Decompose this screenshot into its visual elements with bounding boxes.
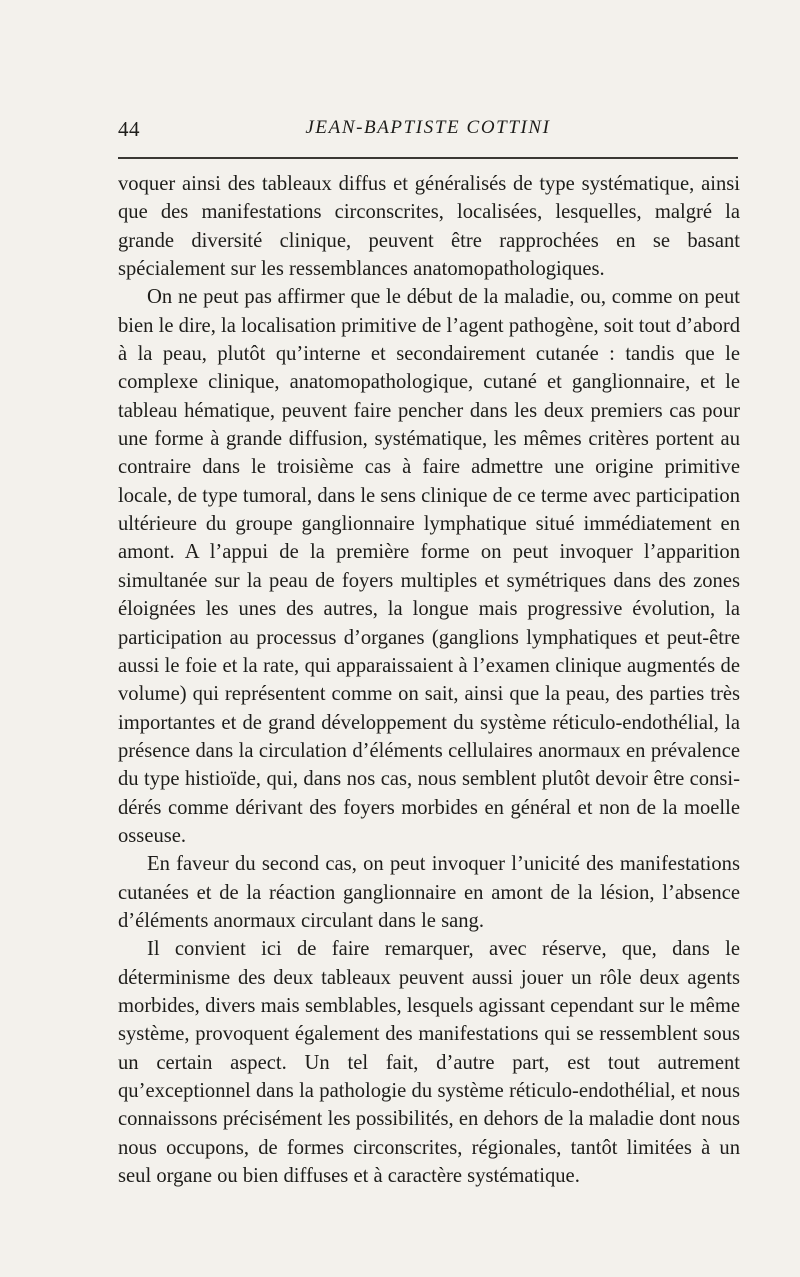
- running-title: JEAN-BAPTISTE COTTINI: [305, 117, 551, 138]
- paragraph: En faveur du second cas, on peut invoquer l’unicité des manifestations cutanées et de la réaction ganglionnaire en amont de la lésion, l’absence d’éléments anormaux circulant dans le sang.: [118, 853, 740, 932]
- paragraph: On ne peut pas affirmer que le début de la maladie, ou, comme on peut bien le dire, la localisation primitive de l’agent pathogène, soit tout d’abord à la peau, plutôt qu’interne et secondairement cutanée : tandis que le complexe clinique, anatomopathologique, cutané et ganglionnaire, et le tableau hématique, peuvent faire pencher dans les deux premiers cas pour une forme à grande diffusion, systématique, les mêmes critères portent au contraire dans le troisième cas à faire admettre une origine primitive locale, de type tumoral, dans le sens clinique de ce terme avec participation ultérieure du groupe ganglionnaire lymphatique situé immédiatement en amont. A l’appui de la première forme on peut invoquer l’apparition simultanée sur la peau de foyers multiples et symétriques dans des zones éloignées les unes des autres, la longue mais progressive évolution, la participation au processus d’organes (ganglions lymphatiques et peut-être aussi le foie et la rate, qui apparaissaient à l’examen clinique augmentés de volume) qui représentent comme on sait, ainsi que la peau, des parties très importantes et de grand développement du système réticulo-endothélial, la présence dans la circulation d’éléments cellulaires anormaux en prévalence du type histioïde, qui, dans nos cas, nous semblent plutôt devoir être considérés comme dérivant des foyers morbides en général et non de la moelle osseuse.: [118, 286, 740, 847]
- running-header: [118, 117, 738, 149]
- paragraph-continuation: voquer ainsi des tableaux diffus et généralisés de type systématique, ainsi que des manifestations circonscrites, localisées, lesquelles, malgré la grande diversité clinique, peuvent être rapprochées en se basant spécialement sur les ressemblances anatomopathologiques.: [118, 173, 740, 281]
- page-number: 44: [118, 117, 140, 141]
- body-text: [118, 170, 740, 1190]
- paragraph: Il convient ici de faire remarquer, avec réserve, que, dans le déterminisme des deux tableaux peuvent aussi jouer un rôle deux agents morbides, divers mais semblables, lesquels agissant cependant sur le même système, provoquent également des manifestations qui se ressemblent sous un certain aspect. Un tel fait, d’autre part, est tout autrement qu’exceptionnel dans la pathologie du système réticulo-endothélial, et nous connaissons précisément les possibilités, en dehors de la maladie dont nous nous occupons, de formes circonscrites, régionales, tantôt limitées à un seul organe ou bien diffuses et à caractère systématique.: [118, 938, 740, 1188]
- header-rule: [118, 157, 738, 159]
